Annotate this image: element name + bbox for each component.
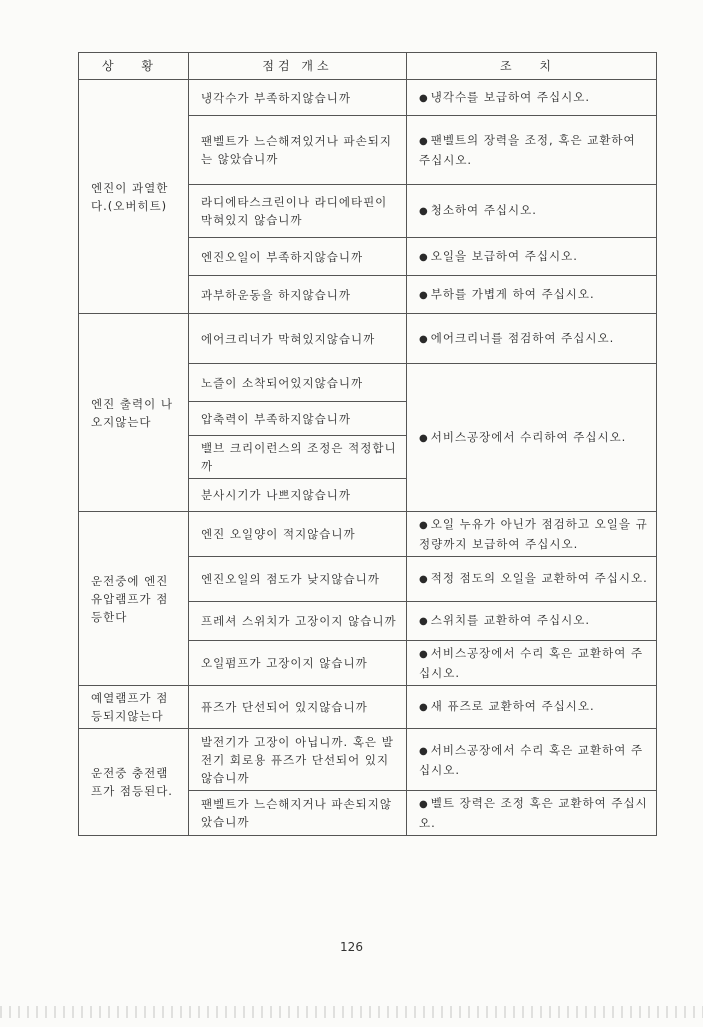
bullet-icon: ● [419, 520, 429, 531]
action-cell [407, 602, 657, 641]
check-cell: 라디에타스크린이나 라디에타핀이 막혀있지 않습니까 [189, 185, 407, 238]
bullet-icon: ● [419, 136, 429, 147]
header-situation: 상 황 [79, 53, 189, 80]
table-row [79, 686, 657, 729]
check-cell: 노즐이 소착되어있지않습니까 [189, 364, 407, 402]
situation-oil-lamp: 운전중에 엔진유압램프가 점등한다 [79, 512, 189, 686]
check-cell: 발전기가 고장이 아닙니까. 혹은 발전기 회로용 퓨즈가 단선되어 있지않습니까 [189, 729, 407, 791]
bullet-icon: ● [419, 432, 429, 444]
action-text: 스위치를 교환하여 주십시오. [430, 613, 591, 627]
bullet-icon: ● [419, 649, 429, 660]
bullet-icon: ● [419, 251, 429, 263]
action-cell [407, 641, 657, 686]
action-text: 냉각수를 보급하여 주십시오. [430, 89, 591, 104]
action-cell [407, 314, 657, 364]
bullet-icon: ● [419, 745, 429, 757]
action-text: 새 퓨즈로 교환하여 주십시오. [430, 699, 595, 713]
action-text: 서비스공장에서 수리 혹은 교환하여 주십시오. [419, 742, 644, 777]
check-cell: 오일펌프가 고장이지 않습니까 [189, 641, 407, 686]
action-text: 청소하여 주십시오. [430, 203, 537, 217]
bullet-icon: ● [419, 616, 429, 627]
action-cell [407, 686, 657, 729]
action-cell [407, 238, 657, 276]
action-cell [407, 364, 657, 512]
check-cell: 엔진오일의 점도가 낮지않습니까 [189, 557, 407, 602]
action-cell [407, 791, 657, 836]
action-cell [407, 557, 657, 602]
bullet-icon: ● [419, 92, 429, 104]
check-cell: 퓨즈가 단선되어 있지않습니까 [189, 686, 407, 729]
action-cell [407, 185, 657, 238]
bullet-icon: ● [419, 702, 429, 713]
check-cell: 에어크리너가 막혀있지않습니까 [189, 314, 407, 364]
bullet-icon: ● [419, 333, 429, 345]
check-cell: 냉각수가 부족하지않습니까 [189, 80, 407, 116]
page-number: 126 [340, 940, 363, 954]
header-action: 조 치 [407, 53, 657, 80]
table-row [79, 314, 657, 364]
troubleshooting-table [78, 52, 657, 836]
table-row [79, 80, 657, 116]
action-text: 오일을 보급하여 주십시오. [430, 248, 578, 263]
action-cell [407, 512, 657, 557]
check-cell: 분사시기가 나쁘지않습니까 [189, 479, 407, 512]
action-text: 오일 누유가 아닌가 점검하고 오일을 규정량까지 보급하여 주십시오. [419, 517, 648, 551]
action-cell [407, 276, 657, 314]
situation-overheat: 엔진이 과열한다.(오버히트) [79, 80, 189, 314]
header-row [79, 53, 657, 80]
action-text: 서비스공장에서 수리하여 주십시오. [430, 429, 627, 444]
action-text: 벨트 장력은 조정 혹은 교환하여 주십시오. [419, 796, 648, 830]
header-check-point: 점검 개소 [189, 53, 407, 80]
bullet-icon: ● [419, 206, 429, 217]
check-cell: 팬벨트가 느슨해지거나 파손되지않았습니까 [189, 791, 407, 836]
action-cell [407, 116, 657, 185]
check-cell: 프레셔 스위치가 고장이지 않습니까 [189, 602, 407, 641]
situation-low-power: 엔진 출력이 나오지않는다 [79, 314, 189, 512]
bullet-icon: ● [419, 574, 429, 585]
check-cell: 압축력이 부족하지않습니까 [189, 402, 407, 436]
situation-preheat-lamp: 예열램프가 점등되지않는다 [79, 686, 189, 729]
check-cell: 엔진오일이 부족하지않습니까 [189, 238, 407, 276]
action-text: 부하를 가볍게 하여 주십시오. [430, 286, 595, 301]
action-cell [407, 729, 657, 791]
action-text: 에어크리너를 점검하여 주십시오. [430, 330, 615, 345]
bullet-icon: ● [419, 289, 429, 301]
table-row [79, 512, 657, 557]
check-cell: 과부하운동을 하지않습니까 [189, 276, 407, 314]
action-text: 서비스공장에서 수리 혹은 교환하여 주십시오. [419, 646, 644, 680]
scan-edge-marks [0, 1006, 703, 1018]
action-cell [407, 80, 657, 116]
check-cell: 팬벨트가 느슨해져있거나 파손되지는 않았습니까 [189, 116, 407, 185]
action-text: 팬벨트의 장력을 조정, 혹은 교환하여 주십시오. [419, 133, 636, 167]
bullet-icon: ● [419, 799, 429, 810]
table-row [79, 729, 657, 791]
action-text: 적정 점도의 오일을 교환하여 주십시오. [430, 571, 648, 585]
situation-charge-lamp: 운전중 충전램프가 점등된다. [79, 729, 189, 836]
check-cell: 엔진 오일양이 적지않습니까 [189, 512, 407, 557]
check-cell: 밸브 크리이런스의 조정은 적정합니까 [189, 436, 407, 479]
